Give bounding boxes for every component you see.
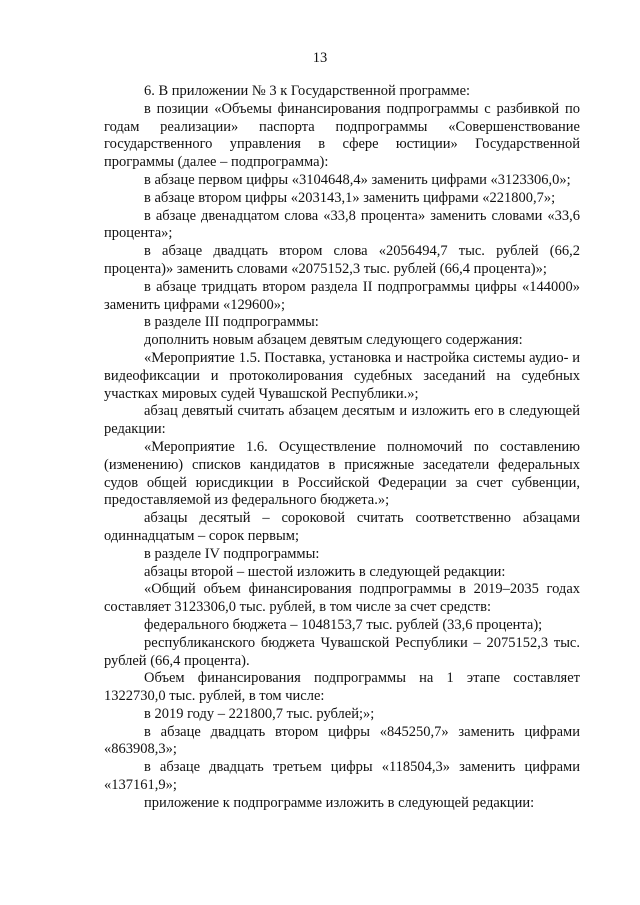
paragraph: 6. В приложении № 3 к Государственной программе:: [144, 83, 471, 99]
paragraph: в абзаце втором цифры «203143,1» заменить цифрами «221800,7»;: [144, 189, 556, 206]
paragraph: в 2019 году – 221800,7 тыс. рублей;»;: [144, 705, 375, 722]
paragraph: приложение к подпрограмме изложить в следующей редакции:: [144, 794, 535, 811]
page-number: 13: [312, 50, 328, 66]
paragraph: абзац девятый считать абзацем десятым и изложить его в следующей редакции:: [104, 403, 580, 438]
paragraph: в позиции «Объемы финансирования подпрограммы с разбивкой по годам реализации» паспорта подпрограммы «Совершенствование государственного управления в сфере юстиции» Государственной программы (далее – подпрограмма):: [104, 100, 580, 171]
paragraph: в абзаце тридцать втором раздела II подпрограммы цифры «144000» заменить цифрами «129600»;: [104, 278, 580, 313]
paragraph: дополнить новым абзацем девятым следующего содержания:: [144, 332, 523, 349]
paragraph: в абзаце двадцать третьем цифры «118504,3» заменить цифрами «137161,9»;: [104, 759, 580, 794]
paragraph: «Общий объем финансирования подпрограммы в 2019–2035 годах составляет 3123306,0 тыс. рублей, в том числе за счет средств:: [104, 581, 580, 616]
paragraph: в абзаце первом цифры «3104648,4» заменить цифрами «3123306,0»;: [144, 171, 571, 188]
paragraph: в абзаце двадцать втором слова «2056494,7 тыс. рублей (66,2 процента)» заменить словами «2075152,3 тыс. рублей (66,4 процента)»;: [104, 243, 580, 277]
paragraph: абзацы десятый – сороковой считать соответственно абзацами одиннадцатым – сорок первым;: [104, 510, 580, 544]
paragraph: федерального бюджета – 1048153,7 тыс. рублей (33,6 процента);: [144, 616, 543, 633]
paragraph: в разделе III подпрограммы:: [144, 314, 319, 331]
paragraph: абзацы второй – шестой изложить в следующей редакции:: [144, 563, 506, 580]
paragraph: «Мероприятие 1.5. Поставка, установка и настройка системы аудио- и видеофиксации и протоколирования судебных заседаний на судебных участках мировых судей Чувашской Республики.»;: [104, 349, 580, 402]
document-body: [104, 83, 580, 813]
paragraph: Объем финансирования подпрограммы на 1 этапе составляет 1322730,0 тыс. рублей, в том числе:: [104, 670, 580, 705]
paragraph: в абзаце двенадцатом слова «33,8 процента» заменить словами «33,6 процента»;: [104, 207, 580, 242]
paragraph: республиканского бюджета Чувашской Республики – 2075152,3 тыс. рублей (66,4 процента).: [104, 634, 580, 669]
paragraph: в разделе IV подпрограммы:: [144, 545, 320, 562]
paragraph: «Мероприятие 1.6. Осуществление полномочий по составлению (изменению) списков кандидатов в присяжные заседатели федеральных судов общей юрисдикции в Российской Федерации за счет субвенции, предоставляемой из федерального бюджета.»;: [104, 438, 580, 509]
paragraph: в абзаце двадцать втором цифры «845250,7» заменить цифрами «863908,3»;: [104, 723, 580, 758]
